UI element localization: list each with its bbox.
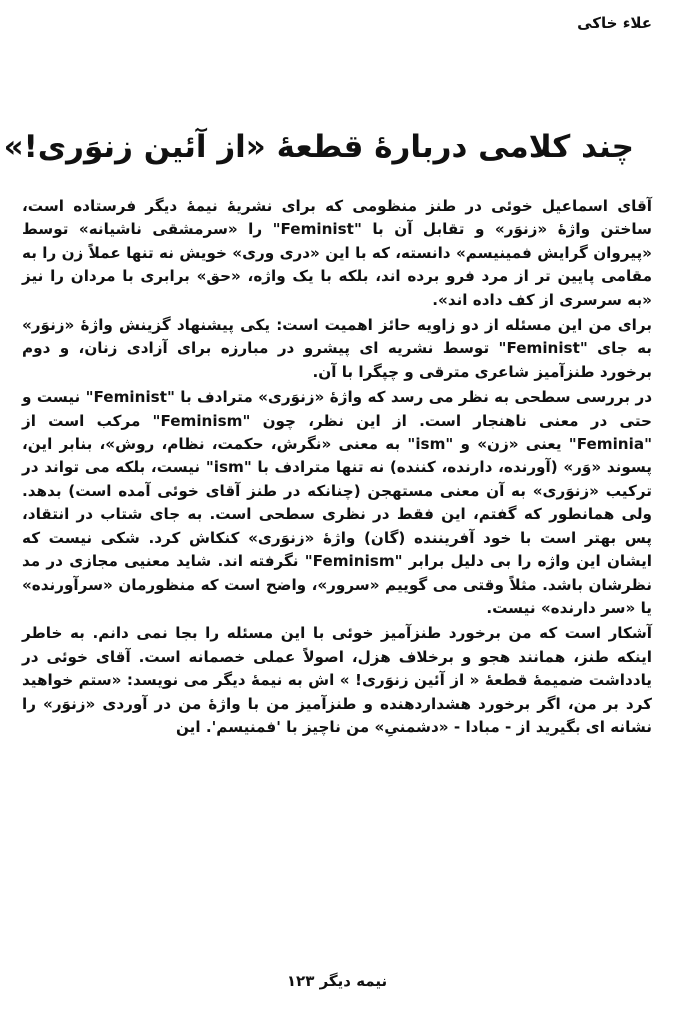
paragraph: برای من این مسئله از دو زاویه حائز اهمیت است: یکی پیشنهاد گزینش واژهٔ «زنوَر» به جای "Feminist" توسط نشریه ای پیشرو در مبارزه برای آزادی زنان، و دوم برخورد طنزآمیز شاعری مترقی و چپگرا با آن. [22, 316, 652, 381]
article-body [22, 195, 652, 739]
page-footer: نیمه دیگر ۱۲۳ [286, 972, 388, 990]
author-name: علاء خاکی [577, 14, 652, 32]
paragraph: آقای اسماعیل خوئی در طنز منظومی که برای نشریهٔ نیمهٔ دیگر فرستاده است، ساختن واژهٔ «زنوَر» و تقابل آن با "Feminist" را «سرمشقی ناشیانه» توسط «پیروان گرایش فمینیسم» دانسته، که با این «دری وری» خویش نه تنها عملاً زن را به مقامی پایین تر از مرد فرو برده اند، بلکه با یک واژه، «حق» برابری با مردان را نیز «به سرسری از کف داده اند». [22, 197, 652, 309]
paragraph: آشکار است که من برخورد طنزآمیز خوئی با این مسئله را بجا نمی دانم. به خاطر اینکه طنز، همانند هجو و برخلاف هزل، اصولاً عملی خصمانه است. آقای خوئی در یادداشت ضمیمهٔ قطعهٔ « از آئین زنوَری! » اش به نیمهٔ دیگر می نویسد: «ستم خواهید کرد بر من، اگر برخورد هشداردهنده و طنزآمیز من با واژهٔ من در آوردی «زنوَر» را نشانه ای بگیرید از - مبادا - «دشمنیِ» من ناچیز با 'فمنیسم'. این [22, 624, 652, 736]
paragraph: در بررسی سطحی به نظر می رسد که واژهٔ «زنوَری» مترادف با "Feminist" نیست و حتی در معنی ناهنجار است. از این نظر، چون "Feminism" مرکب است از "Feminia" یعنی «زن» و "ism" به معنی «نگرش، حکمت، نظام، روش»، بنابر این، پسوند «وَر» (آورنده، دارنده، کننده) نه تنها مترادف با "ism" نیست، بلکه می تواند در ترکیب «زنوَری» به آن معنی مستهجن (چنانکه در طنز آقای خوئی آمده است) بدهد. ولی همانطور که گفتم، این فقط در نظری سطحی است. به جای شتاب در انتقاد، پس بهتر است با خود آفریننده (گان) واژهٔ «زنوَری» کنکاش کرد. شکی نیست که ایشان این واژه را بی دلیل برابر "Feminism" نگرفته اند. شاید معنیی مجازی در مد نظرشان باشد. مثلاً وقتی می گوییم «سرور»، واضح است که منظورمان «سرآورنده» یا «سر دارنده» نیست. [22, 388, 652, 617]
article-title: چند کلامی دربارهٔ قطعهٔ «از آئین زنوَری!» [3, 128, 634, 165]
